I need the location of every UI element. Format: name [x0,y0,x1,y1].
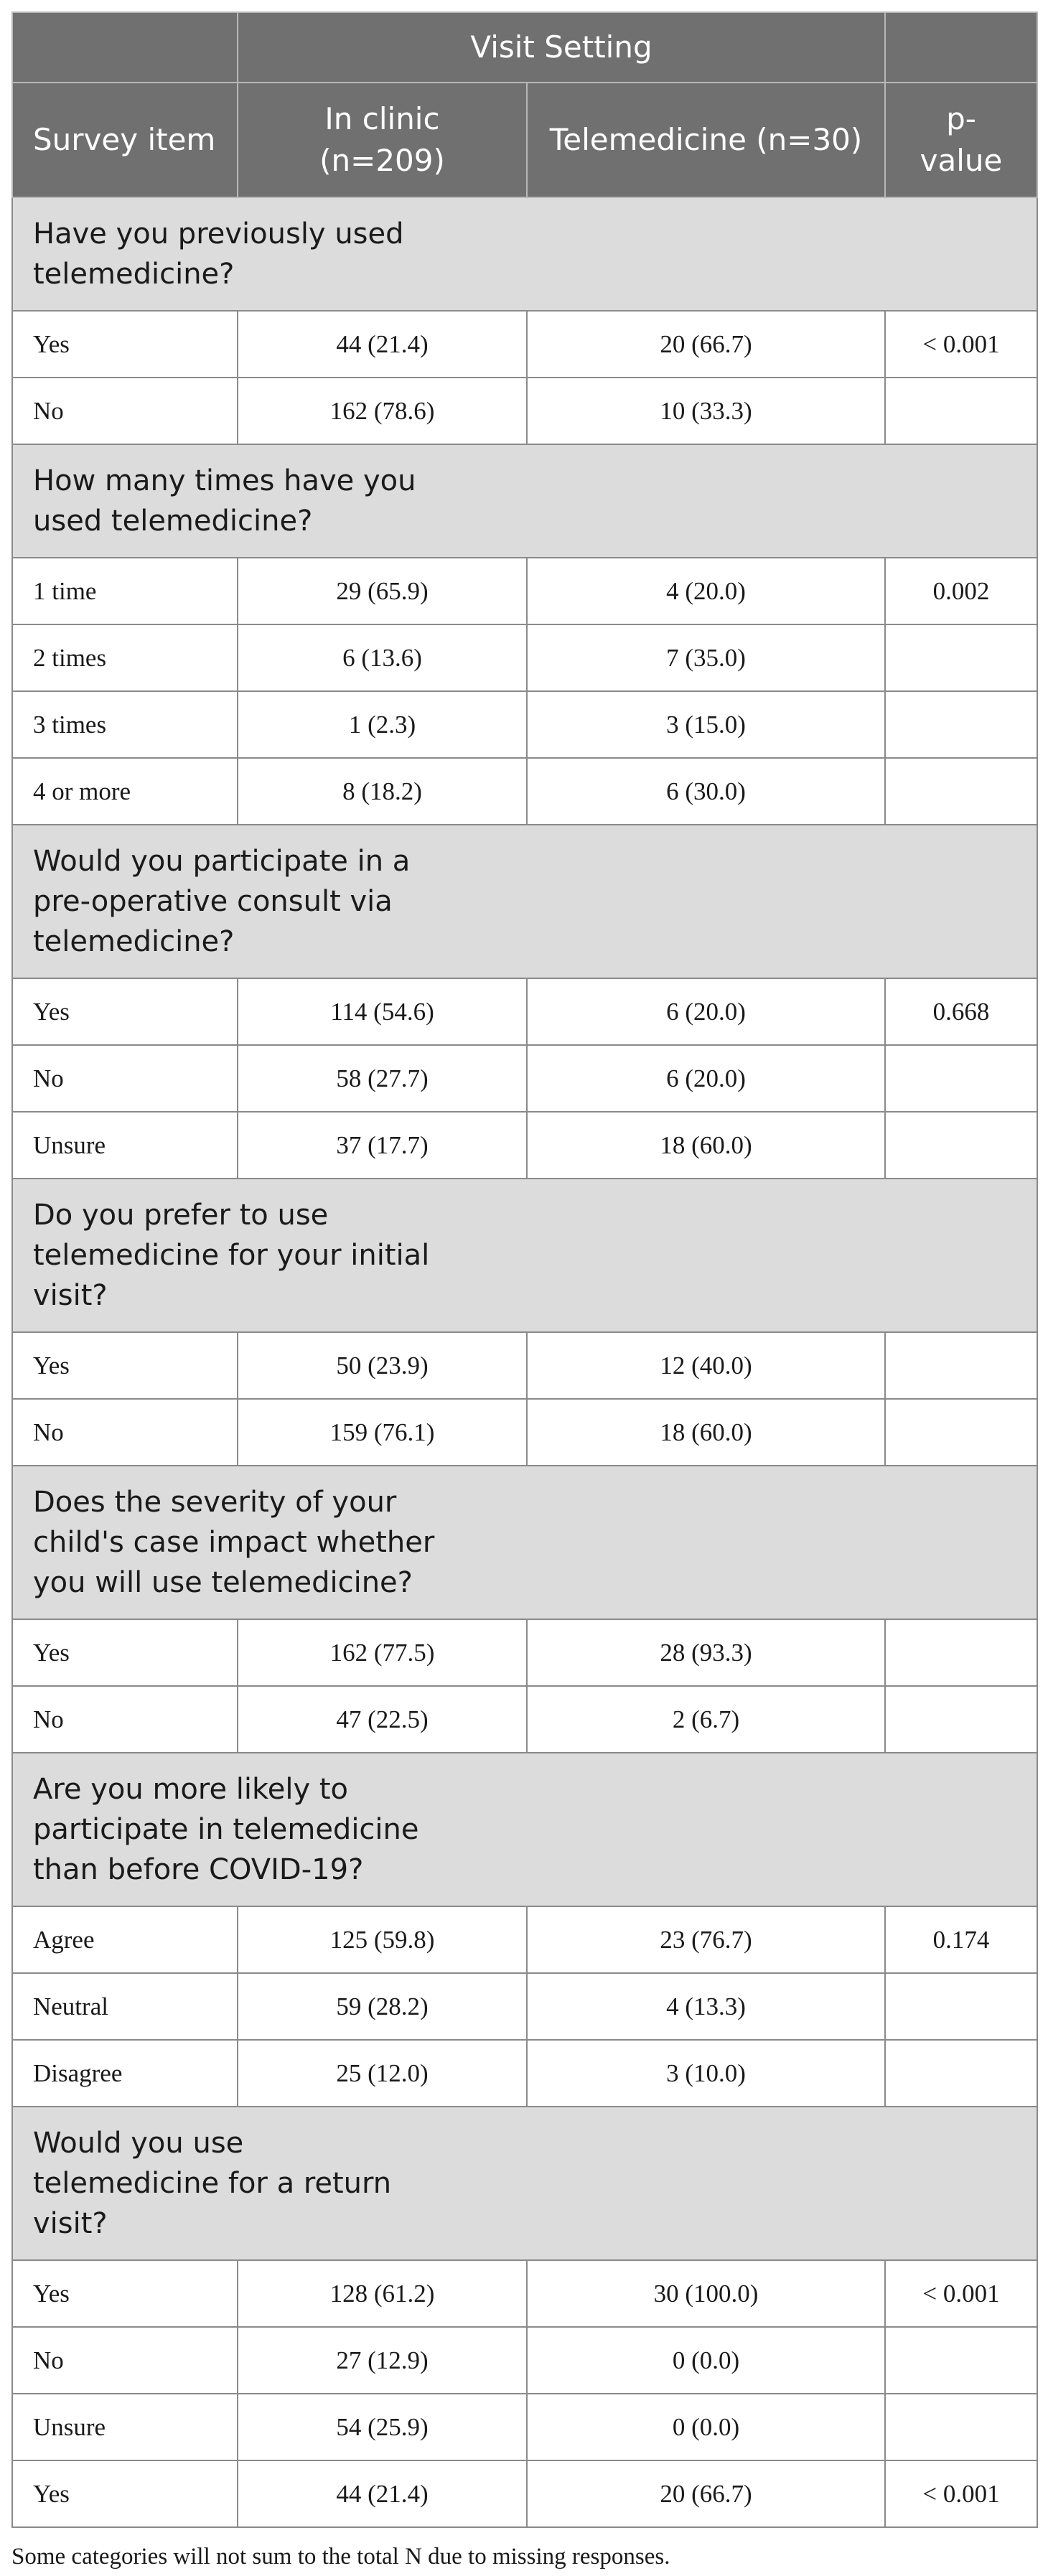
in-clinic-cell: 162 (78.6) [238,378,527,444]
header-survey-item: Survey item [12,83,238,197]
in-clinic-cell: 37 (17.7) [238,1112,527,1179]
p-value-cell: 0.002 [885,558,1037,624]
in-clinic-cell: 54 (25.9) [238,2394,527,2460]
table-row [12,2460,1037,2527]
telemedicine-cell: 0 (0.0) [527,2394,885,2460]
table-row [12,1686,1037,1753]
in-clinic-cell: 47 (22.5) [238,1686,527,1753]
in-clinic-cell: 159 (76.1) [238,1399,527,1466]
telemedicine-cell: 3 (10.0) [527,2040,885,2107]
header-in-clinic: In clinic (n=209) [238,83,527,197]
p-value-cell: 0.668 [885,978,1037,1045]
header-telemedicine: Telemedicine (n=30) [527,83,885,197]
response-label-cell: 4 or more [12,758,238,825]
question-cell [12,444,1037,558]
telemedicine-cell: 20 (66.7) [527,2460,885,2527]
p-value-cell [885,2327,1037,2394]
table-row [12,1332,1037,1399]
telemedicine-cell: 28 (93.3) [527,1619,885,1686]
table-row [12,2040,1037,2107]
header-empty-cell [885,12,1037,83]
p-value-cell: < 0.001 [885,311,1037,378]
p-value-cell [885,624,1037,691]
table-row [12,2327,1037,2394]
telemedicine-cell: 10 (33.3) [527,378,885,444]
p-value-cell [885,1686,1037,1753]
telemedicine-cell: 6 (20.0) [527,978,885,1045]
header-group-row [12,12,1037,83]
response-label-cell: No [12,1686,238,1753]
response-label-cell: Disagree [12,2040,238,2107]
header-columns-row [12,83,1037,197]
survey-results-table [11,11,1038,2528]
p-value-cell [885,1112,1037,1179]
question-cell [12,1466,1037,1619]
table-row [12,2260,1037,2327]
question-row [12,1179,1037,1332]
p-value-cell [885,1619,1037,1686]
question-row [12,444,1037,558]
p-value-cell [885,2394,1037,2460]
p-value-cell [885,378,1037,444]
in-clinic-cell: 44 (21.4) [238,2460,527,2527]
telemedicine-cell: 6 (20.0) [527,1045,885,1112]
in-clinic-cell: 162 (77.5) [238,1619,527,1686]
response-label-cell: Neutral [12,1973,238,2040]
question-text: Do you prefer to use telemedicine for your initial visit? [33,1199,430,1312]
table-row [12,624,1037,691]
telemedicine-cell: 2 (6.7) [527,1686,885,1753]
question-row [12,1753,1037,1906]
telemedicine-cell: 3 (15.0) [527,691,885,758]
p-value-cell: < 0.001 [885,2260,1037,2327]
question-text: Are you more likely to participate in telemedicine than before COVID-19? [33,1773,419,1886]
header-empty-cell [12,12,238,83]
response-label-cell: Yes [12,1619,238,1686]
table-row [12,1906,1037,1973]
telemedicine-cell: 7 (35.0) [527,624,885,691]
p-value-cell: < 0.001 [885,2460,1037,2527]
table-row [12,1619,1037,1686]
telemedicine-cell: 4 (13.3) [527,1973,885,2040]
table-row [12,378,1037,444]
in-clinic-cell: 1 (2.3) [238,691,527,758]
header-p-value: p-value [885,83,1037,197]
table-row [12,1112,1037,1179]
response-label-cell: Yes [12,2460,238,2527]
telemedicine-cell: 0 (0.0) [527,2327,885,2394]
question-text: How many times have you used telemedicine? [33,464,416,538]
in-clinic-cell: 25 (12.0) [238,2040,527,2107]
in-clinic-cell: 29 (65.9) [238,558,527,624]
question-cell [12,1179,1037,1332]
question-cell [12,197,1037,311]
p-value-cell [885,2040,1037,2107]
question-row [12,2107,1037,2260]
header-visit-setting: Visit Setting [238,12,885,83]
question-text: Would you participate in a pre-operative consult via telemedicine? [33,845,411,958]
table-row [12,691,1037,758]
response-label-cell: No [12,1399,238,1466]
question-row [12,197,1037,311]
in-clinic-cell: 114 (54.6) [238,978,527,1045]
table-row [12,558,1037,624]
in-clinic-cell: 27 (12.9) [238,2327,527,2394]
question-cell [12,825,1037,978]
telemedicine-cell: 23 (76.7) [527,1906,885,1973]
question-text: Does the severity of your child's case impact whether you will use telemedicine? [33,1486,435,1599]
question-text: Have you previously used telemedicine? [33,217,404,291]
response-label-cell: Unsure [12,2394,238,2460]
in-clinic-cell: 50 (23.9) [238,1332,527,1399]
telemedicine-cell: 18 (60.0) [527,1399,885,1466]
response-label-cell: Unsure [12,1112,238,1179]
response-label-cell: Yes [12,2260,238,2327]
table-row [12,978,1037,1045]
question-cell [12,1753,1037,1906]
table-row [12,1973,1037,2040]
question-row [12,825,1037,978]
telemedicine-cell: 30 (100.0) [527,2260,885,2327]
p-value-cell [885,1045,1037,1112]
table-row [12,311,1037,378]
response-label-cell: Agree [12,1906,238,1973]
in-clinic-cell: 59 (28.2) [238,1973,527,2040]
question-text: Would you use telemedicine for a return visit? [33,2127,392,2240]
table-footnote: Some categories will not sum to the total N due to missing responses. [11,2544,670,2570]
question-row [12,1466,1037,1619]
response-label-cell: 2 times [12,624,238,691]
p-value-cell [885,1332,1037,1399]
in-clinic-cell: 125 (59.8) [238,1906,527,1973]
table-row [12,2394,1037,2460]
telemedicine-cell: 12 (40.0) [527,1332,885,1399]
p-value-cell [885,1973,1037,2040]
p-value-cell: 0.174 [885,1906,1037,1973]
response-label-cell: 3 times [12,691,238,758]
table-body [12,197,1037,2527]
response-label-cell: Yes [12,1332,238,1399]
response-label-cell: No [12,378,238,444]
telemedicine-cell: 6 (30.0) [527,758,885,825]
telemedicine-cell: 20 (66.7) [527,311,885,378]
response-label-cell: 1 time [12,558,238,624]
p-value-cell [885,691,1037,758]
p-value-cell [885,758,1037,825]
table-row [12,1399,1037,1466]
response-label-cell: Yes [12,311,238,378]
response-label-cell: Yes [12,978,238,1045]
in-clinic-cell: 44 (21.4) [238,311,527,378]
telemedicine-cell: 4 (20.0) [527,558,885,624]
table-row [12,758,1037,825]
in-clinic-cell: 6 (13.6) [238,624,527,691]
survey-table-container [11,11,1037,2528]
telemedicine-cell: 18 (60.0) [527,1112,885,1179]
response-label-cell: No [12,2327,238,2394]
p-value-cell [885,1399,1037,1466]
table-row [12,1045,1037,1112]
response-label-cell: No [12,1045,238,1112]
in-clinic-cell: 128 (61.2) [238,2260,527,2327]
question-cell [12,2107,1037,2260]
in-clinic-cell: 8 (18.2) [238,758,527,825]
in-clinic-cell: 58 (27.7) [238,1045,527,1112]
